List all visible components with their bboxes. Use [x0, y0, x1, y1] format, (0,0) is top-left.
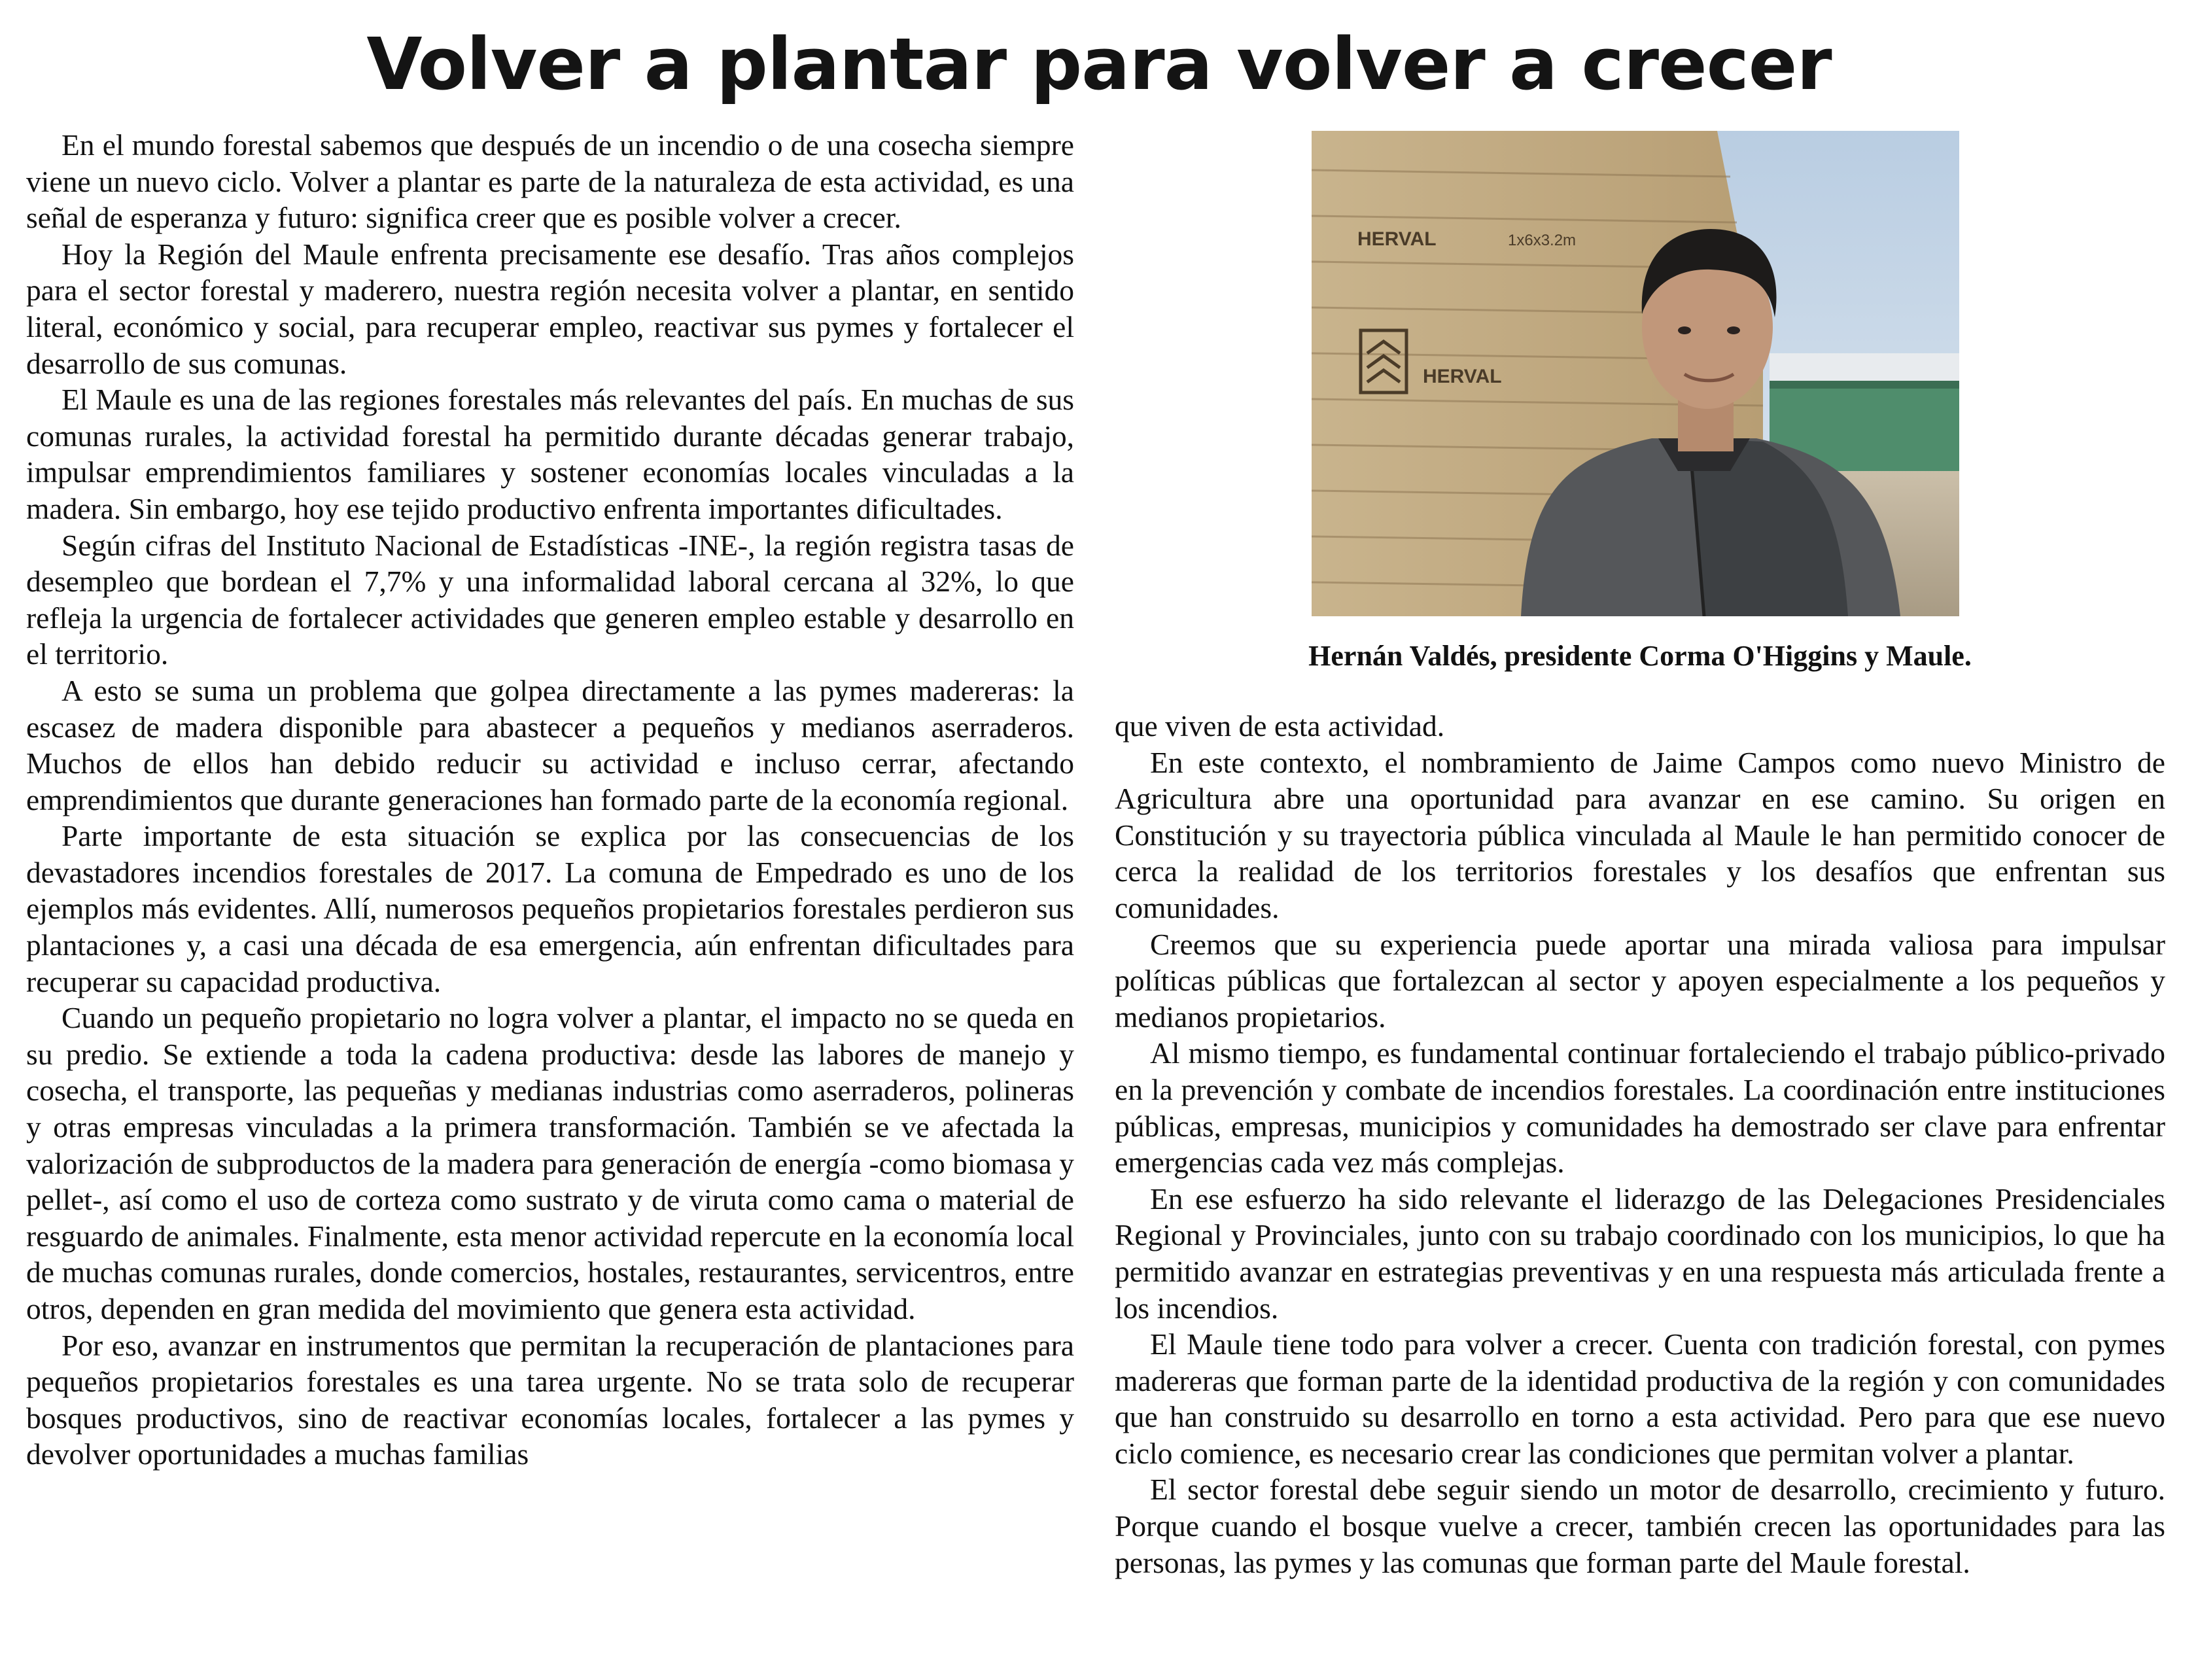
stack-label: HERVAL [1423, 366, 1502, 387]
article-column-left [26, 127, 1074, 1658]
paragraph: El sector forestal debe seguir siendo un motor de desarrollo, crecimiento y futuro. Porque cuando el bosque vuelve a crecer, también crecen las oportunidades para las personas, las pymes y las comunas que forman parte del Maule forestal. [1115, 1473, 2165, 1579]
photo-caption: Hernán Valdés, presidente Corma O'Higgins y Maule. [1308, 640, 1972, 672]
stack-size-marking: 1x6x3.2m [1508, 232, 1577, 249]
paragraph: Hoy la Región del Maule enfrenta precisamente ese desafío. Tras años complejos para el sector forestal y maderero, nuestra región necesita volver a plantar, en sentido literal, económico y social, para recuperar empleo, reactivar sus pymes y fortalecer el desarrollo de sus comunas. [26, 237, 1074, 380]
paragraph: En este contexto, el nombramiento de Jaime Campos como nuevo Ministro de Agricultura abre una oportunidad para avanzar en ese camino. Su origen en Constitución y su trayectoria pública vinculada al Maule le han permitido conocer de cerca la realidad de los territorios forestales y los desafíos que enfrentan sus comunidades. [1115, 745, 2165, 924]
article-column-right [1115, 708, 2165, 1663]
paragraph: A esto se suma un problema que golpea directamente a las pymes madereras: la escasez de madera disponible para abastecer a pequeños y medianos aserraderos. Muchos de ellos han debido reducir su actividad e incluso cerrar, afectando emprendimientos que durante generaciones han formado parte de la economía regional. [26, 673, 1074, 816]
paragraph: En ese esfuerzo ha sido relevante el liderazgo de las Delegaciones Presidenciales Regional y Provinciales, junto con su trabajo coordinado con los municipios, lo que ha permitido avanzar en estrategias preventivas y en una respuesta más articulada frente a los incendios. [1115, 1181, 2165, 1325]
paragraph: Cuando un pequeño propietario no logra volver a plantar, el impacto no se queda en su predio. Se extiende a toda la cadena productiva: desde las labores de manejo y cosecha, el transporte, las pequeñas y medianas industrias como aserraderos, polineras y otras empresas vinculadas a la primera transformación. También se ve afectada la valorización de subproductos de la madera para generación de energía -como biomasa y pellet-, así como el uso de corteza como sustrato y de viruta como cama o material de resguardo de animales. Finalmente, esta menor actividad repercute en la economía local de muchas comunas rurales, donde comercios, hostales, restaurantes, servicentros, entre otros, dependen en gran medida del movimiento que genera esta actividad. [26, 1001, 1074, 1325]
paragraph-continuation: que viven de esta actividad. [1115, 709, 1445, 743]
portrait-photo [1312, 131, 1959, 616]
paragraph: El Maule tiene todo para volver a crecer. Cuenta con tradición forestal, con pymes madereras que forman parte de la identidad productiva de la región y con comunidades que han construido su desarrollo en torno a esta actividad. Pero para que ese nuevo ciclo comience, es necesario crear las condiciones que permitan volver a plantar. [1115, 1327, 2165, 1470]
paragraph: El Maule es una de las regiones forestales más relevantes del país. En muchas de sus comunas rurales, la actividad forestal ha permitido durante décadas generar trabajo, impulsar emprendimientos familiares y sostener economías locales vinculadas a la madera. Sin embargo, hoy ese tejido productivo enfrenta importantes dificultades. [26, 383, 1074, 525]
paragraph: En el mundo forestal sabemos que después de un incendio o de una cosecha siempre viene un nuevo ciclo. Volver a plantar es parte de la naturaleza de esta actividad, es una señal de esperanza y futuro: significa creer que es posible volver a crecer. [26, 128, 1074, 235]
stack-label: HERVAL [1357, 228, 1437, 250]
paragraph: Por eso, avanzar en instrumentos que permitan la recuperación de plantaciones para pequeños propietarios forestales es una tarea urgente. No se trata solo de recuperar bosques productivos, sino de reactivar economías locales, fortalecer a las pymes y devolver oportunidades a muchas familias [26, 1328, 1074, 1471]
paragraph: Según cifras del Instituto Nacional de Estadísticas -INE-, la región registra tasas de desempleo que bordean el 7,7% y una informalidad laboral cercana al 32%, lo que refleja la urgencia de fortalecer actividades que generen empleo estable y desarrollo en el territorio. [26, 528, 1074, 671]
paragraph: Creemos que su experiencia puede aportar una mirada valiosa para impulsar políticas públicas que fortalezcan al sector y apoyen especialmente a los pequeños y medianos propietarios. [1115, 927, 2165, 1034]
paragraph: Al mismo tiempo, es fundamental continuar fortaleciendo el trabajo público-privado en la prevención y combate de incendios forestales. La coordinación entre instituciones públicas, empresas, municipios y comunidades ha demostrado ser clave para enfrentar emergencias cada vez más complejas. [1115, 1036, 2165, 1180]
headline: Volver a plantar para volver a crecer [366, 22, 1832, 106]
paragraph: Parte importante de esta situación se explica por las consecuencias de los devastadores incendios forestales de 2017. La comuna de Empedrado es uno de los ejemplos más evidentes. Allí, numerosos pequeños propietarios forestales perdieron sus plantaciones y, a casi una década de esa emergencia, aún enfrentan dificultades para recuperar su capacidad productiva. [26, 819, 1074, 998]
